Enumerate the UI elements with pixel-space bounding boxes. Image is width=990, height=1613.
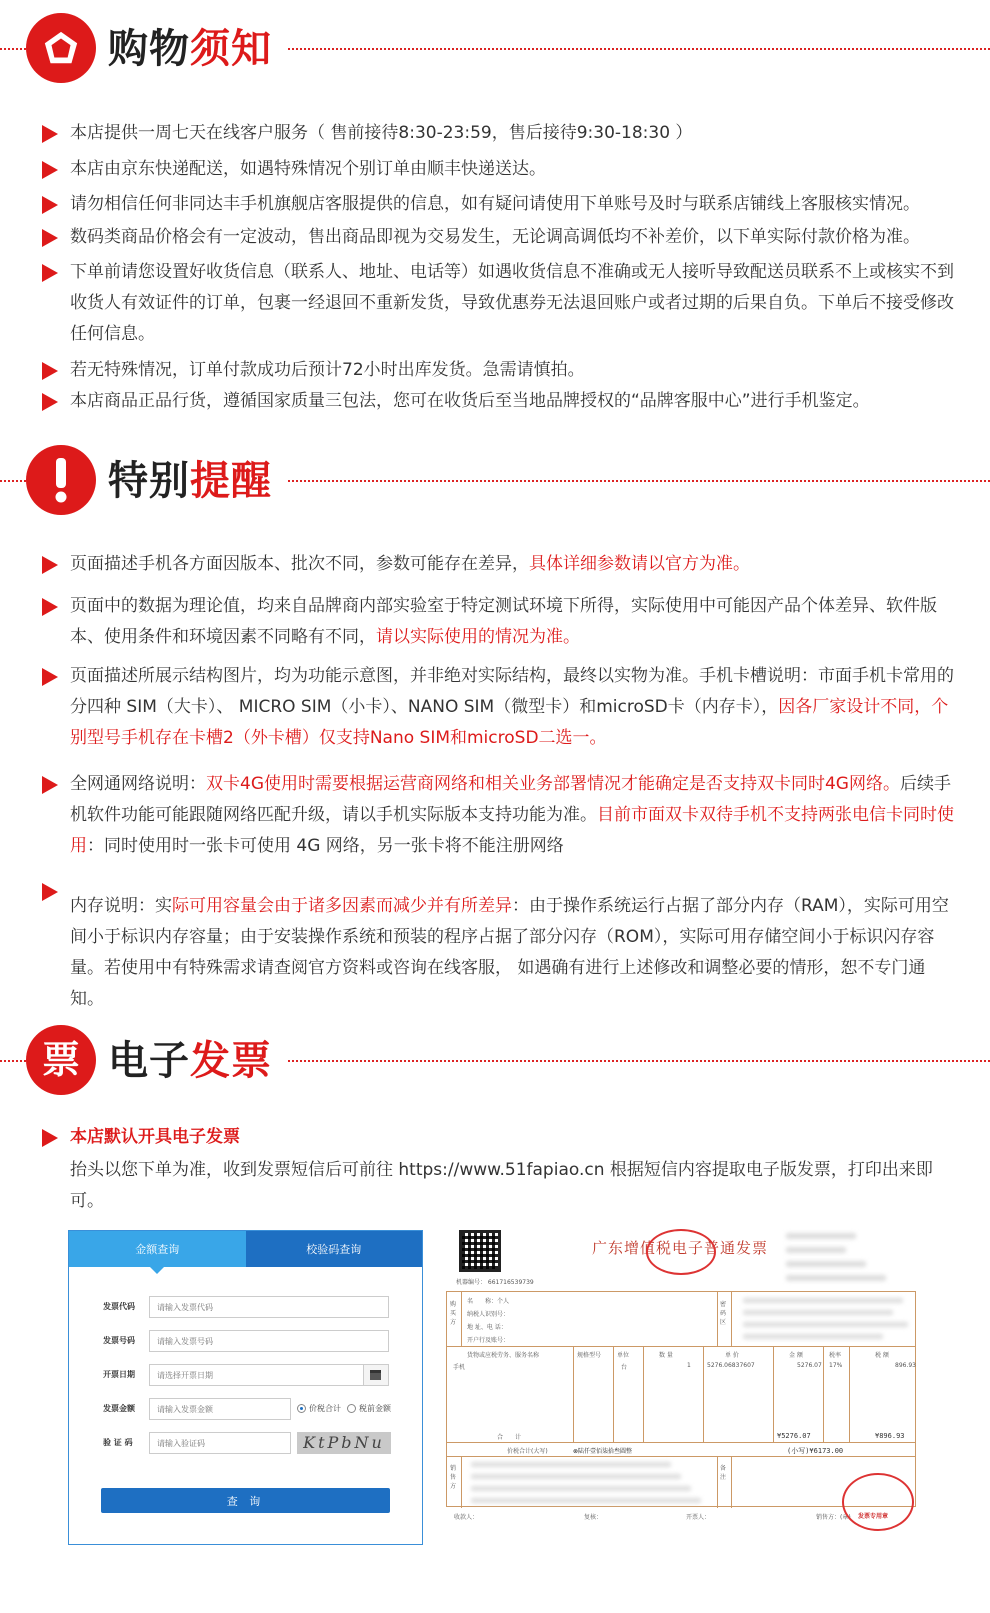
triangle-bullet-icon xyxy=(42,668,58,686)
triangle-bullet-icon xyxy=(42,362,58,380)
divider xyxy=(0,480,26,482)
divider xyxy=(288,1060,990,1062)
field-label: 发票代码 xyxy=(103,1302,135,1311)
form-row-invoice-code xyxy=(69,1296,422,1320)
triangle-bullet-icon xyxy=(42,556,58,574)
triangle-bullet-icon xyxy=(42,883,58,901)
tab-amount-query[interactable]: 金额查询 xyxy=(69,1231,246,1267)
form-row-invoice-date xyxy=(69,1364,422,1388)
triangle-bullet-icon xyxy=(42,393,58,411)
captcha-input[interactable] xyxy=(149,1432,291,1454)
invoice-date-input[interactable] xyxy=(149,1364,389,1386)
exclamation-icon xyxy=(26,445,96,515)
section-title: 特别提醒 xyxy=(108,458,272,504)
query-tabs xyxy=(69,1231,422,1267)
tab-checkcode-query[interactable]: 校验码查询 xyxy=(246,1231,423,1267)
invoice-code-input[interactable] xyxy=(149,1296,389,1318)
invoice-query-panel xyxy=(68,1230,423,1545)
divider xyxy=(288,480,990,482)
field-label: 验 证 码 xyxy=(103,1438,133,1447)
qr-code-icon xyxy=(459,1230,501,1272)
divider xyxy=(0,48,26,50)
query-button[interactable]: 查 询 xyxy=(101,1488,390,1513)
invoice-heading: 本店默认开具电子发票 xyxy=(70,1127,240,1147)
field-label: 发票号码 xyxy=(103,1336,135,1345)
radio-pre-tax[interactable] xyxy=(347,1404,356,1413)
triangle-bullet-icon xyxy=(42,776,58,794)
radio-total-with-tax[interactable] xyxy=(297,1404,306,1413)
triangle-bullet-icon xyxy=(42,125,58,143)
e-invoice-header xyxy=(0,1020,990,1100)
triangle-bullet-icon xyxy=(42,229,58,247)
form-row-captcha xyxy=(69,1432,422,1456)
form-row-invoice-number xyxy=(69,1330,422,1354)
invoice-title: 广东增值税电子普通发票 xyxy=(592,1239,769,1257)
invoice-sample-image: 机器编号： 661716539739 广东增值税电子普通发票 购买方 名 称：个人 纳税人识别号： 地 址、电 话： 开户行及账号： 密码区 货物或应税劳务、服务名称 规格型号 单位 数 量 单 价 金 额 税率 税 额 手机 台 1 5276.06837607 5276.07 17% 896.93 合 计 ¥5276.07 ¥896.93 价税合计(大写) ⊗陆仟壹佰柒拾叁圆整 (小写)¥6173.00 销售方 备注 收款人： 复核： 开票人： 销售方：(章) 发票专用章 xyxy=(444,1225,924,1547)
radio-label: 税前金额 xyxy=(359,1404,391,1413)
field-label: 发票金额 xyxy=(103,1404,135,1413)
shopping-notice-header xyxy=(0,8,990,88)
form-row-invoice-amount xyxy=(69,1398,422,1422)
section-title: 购物须知 xyxy=(108,26,272,72)
captcha-image[interactable]: KtPbNu xyxy=(297,1432,391,1454)
pentagon-icon xyxy=(26,13,96,83)
tax-seal-icon xyxy=(646,1229,716,1275)
field-label: 开票日期 xyxy=(103,1370,135,1379)
machine-number: 机器编号： 661716539739 xyxy=(456,1279,534,1286)
invoice-amount-input[interactable] xyxy=(149,1398,291,1420)
invoice-table: 购买方 名 称：个人 纳税人识别号： 地 址、电 话： 开户行及账号： 密码区 货物或应税劳务、服务名称 规格型号 单位 数 量 单 价 金 额 税率 税 额 手机 台 1 5276.06837607 5276.07 17% 896.93 合 计 ¥5276.07 ¥896.93 价税合计(大写) ⊗陆仟壹佰柒拾叁圆整 (小写)¥6173.00 销售方 备注 xyxy=(446,1291,916,1507)
invoice-number-input[interactable] xyxy=(149,1330,389,1352)
triangle-bullet-icon xyxy=(42,264,58,282)
date-picker-button[interactable] xyxy=(363,1364,389,1386)
divider xyxy=(0,1060,26,1062)
triangle-bullet-icon xyxy=(42,598,58,616)
ticket-icon: 票 xyxy=(26,1025,96,1095)
triangle-bullet-icon xyxy=(42,196,58,214)
section-title: 电子发票 xyxy=(108,1038,272,1084)
radio-label: 价税合计 xyxy=(309,1404,341,1413)
calendar-icon xyxy=(370,1370,381,1380)
company-seal-icon: 发票专用章 xyxy=(842,1473,914,1531)
divider xyxy=(288,48,990,50)
special-reminder-header xyxy=(0,440,990,520)
triangle-bullet-icon xyxy=(42,1129,58,1147)
triangle-bullet-icon xyxy=(42,161,58,179)
